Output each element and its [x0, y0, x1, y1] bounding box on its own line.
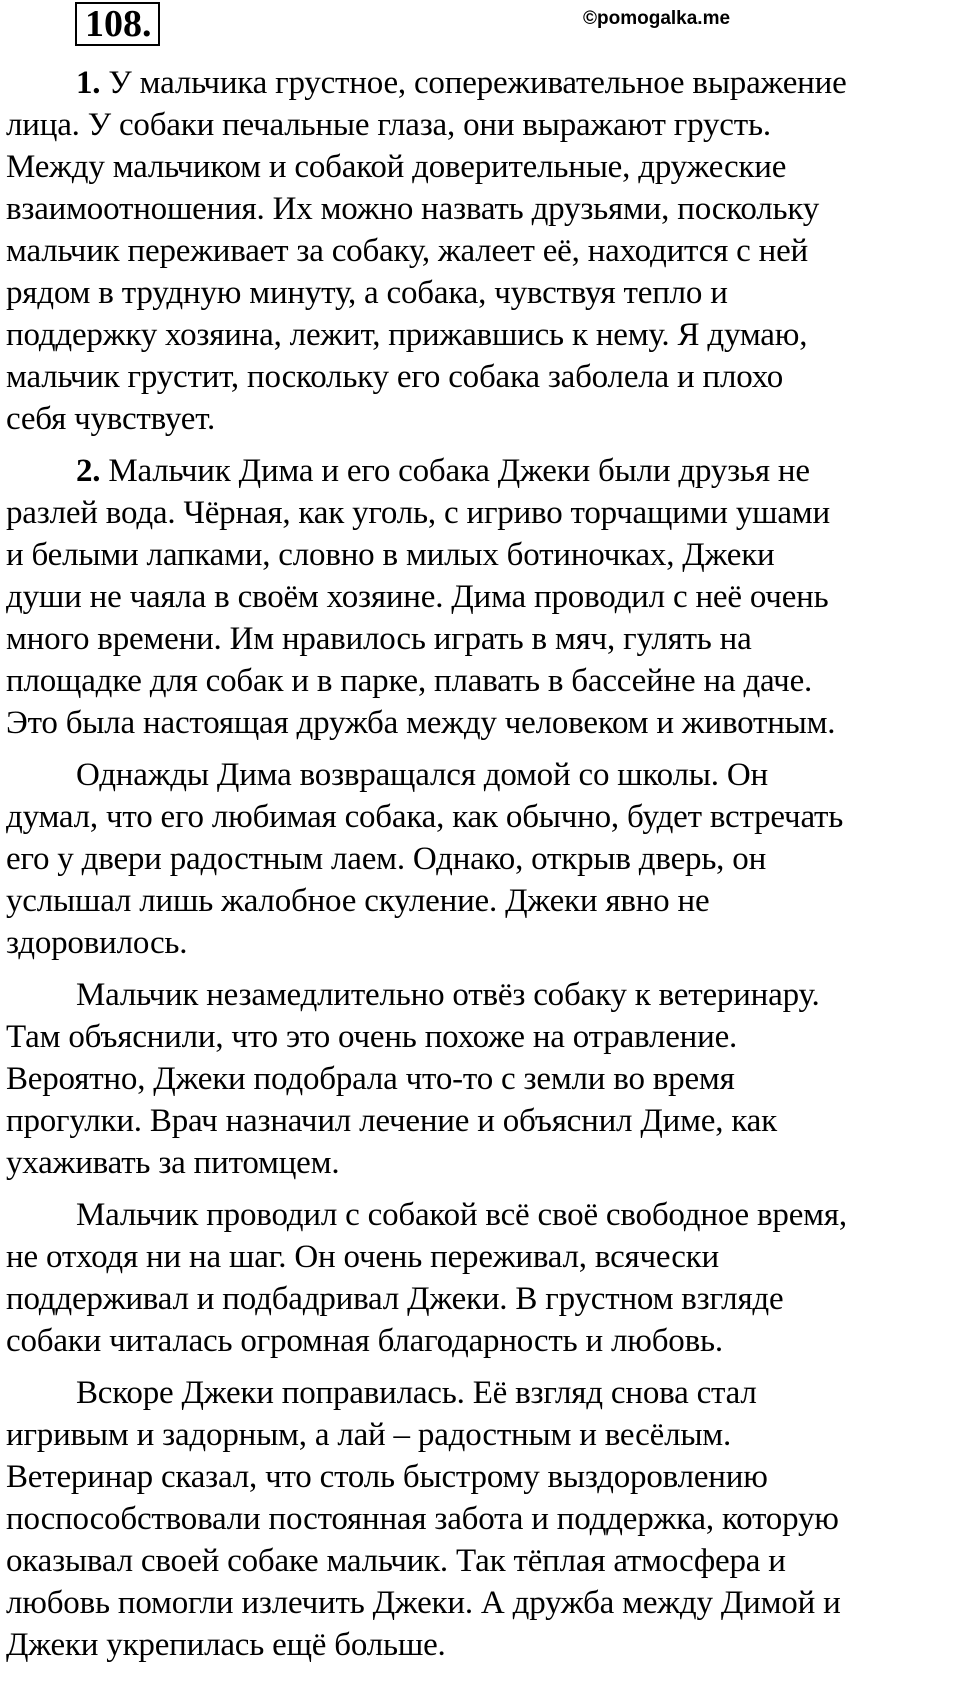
text-line: 1. У мальчика грустное, сопереживательное выражение: [76, 65, 847, 101]
paragraph-2: [6, 450, 956, 744]
text-line: разлей вода. Чёрная, как уголь, с игриво торчащими ушами: [6, 495, 830, 531]
text-line: Однажды Дима возвращался домой со школы. Он: [76, 757, 768, 793]
text-line: Вскоре Джеки поправилась. Её взгляд снова стал: [76, 1375, 757, 1411]
text-line: Это была настоящая дружба между человеком и животным.: [6, 705, 836, 741]
text-line: поспособствовали постоянная забота и поддержка, которую: [6, 1501, 839, 1537]
text-line: площадке для собак и в парке, плавать в бассейне на даче.: [6, 663, 813, 699]
text-line: много времени. Им нравилось играть в мяч, гулять на: [6, 621, 752, 657]
text-line: думал, что его любимая собака, как обычно, будет встречать: [6, 799, 844, 835]
paragraph-1: [6, 62, 956, 440]
text-line: прогулки. Врач назначил лечение и объяснил Диме, как: [6, 1103, 777, 1139]
text-line: его у двери радостным лаем. Однако, открыв дверь, он: [6, 841, 767, 877]
watermark: ©pomogalka.me: [583, 8, 731, 29]
text-line: Ветеринар сказал, что столь быстрому выздоровлению: [6, 1459, 768, 1495]
paragraph-number: 2.: [76, 453, 101, 489]
paragraph-number: 1.: [76, 65, 101, 101]
text-line: Вероятно, Джеки подобрала что-то с земли во время: [6, 1061, 735, 1097]
text-line: души не чаяла в своём хозяине. Дима проводил с неё очень: [6, 579, 829, 615]
text-line: лица. У собаки печальные глаза, они выражают грусть.: [6, 107, 771, 143]
text-line: услышал лишь жалобное скуление. Джеки явно не: [6, 883, 710, 919]
text-line: любовь помогли излечить Джеки. А дружба между Димой и: [6, 1585, 841, 1621]
text-line: себя чувствует.: [6, 401, 216, 437]
text-line: игривым и задорным, а лай – радостным и весёлым.: [6, 1417, 732, 1453]
text-line: мальчик грустит, поскольку его собака заболела и плохо: [6, 359, 784, 395]
exercise-number: 108.: [75, 2, 160, 46]
text-line: не отходя ни на шаг. Он очень переживал, всячески: [6, 1239, 719, 1275]
text-line: ухаживать за питомцем.: [6, 1145, 340, 1181]
text-line: оказывал своей собаке мальчик. Так тёплая атмосфера и: [6, 1543, 786, 1579]
body-text: [6, 62, 956, 1676]
text-line: Между мальчиком и собакой доверительные, дружеские: [6, 149, 787, 185]
text-line: взаимоотношения. Их можно назвать друзьями, поскольку: [6, 191, 820, 227]
text-line: 2. Мальчик Дима и его собака Джеки были друзья не: [76, 453, 810, 489]
text-line: рядом в трудную минуту, а собака, чувствуя тепло и: [6, 275, 728, 311]
paragraph-3: [6, 754, 956, 964]
paragraph-5: [6, 1194, 956, 1362]
text-line: Мальчик незамедлительно отвёз собаку к ветеринару.: [76, 977, 820, 1013]
text-line: Мальчик проводил с собакой всё своё свободное время,: [76, 1197, 847, 1233]
text-line: Джеки укрепилась ещё больше.: [6, 1627, 446, 1663]
text-line: здоровилось.: [6, 925, 188, 961]
text-line: Там объяснили, что это очень похоже на отравление.: [6, 1019, 738, 1055]
text-line: и белыми лапками, словно в милых ботиночках, Джеки: [6, 537, 775, 573]
text-line: собаки читалась огромная благодарность и любовь.: [6, 1323, 723, 1359]
paragraph-6: [6, 1372, 956, 1666]
text-line: поддержку хозяина, лежит, прижавшись к нему. Я думаю,: [6, 317, 808, 353]
text-line: поддерживал и подбадривал Джеки. В грустном взгляде: [6, 1281, 784, 1317]
text-line: мальчик переживает за собаку, жалеет её, находится с ней: [6, 233, 809, 269]
paragraph-4: [6, 974, 956, 1184]
